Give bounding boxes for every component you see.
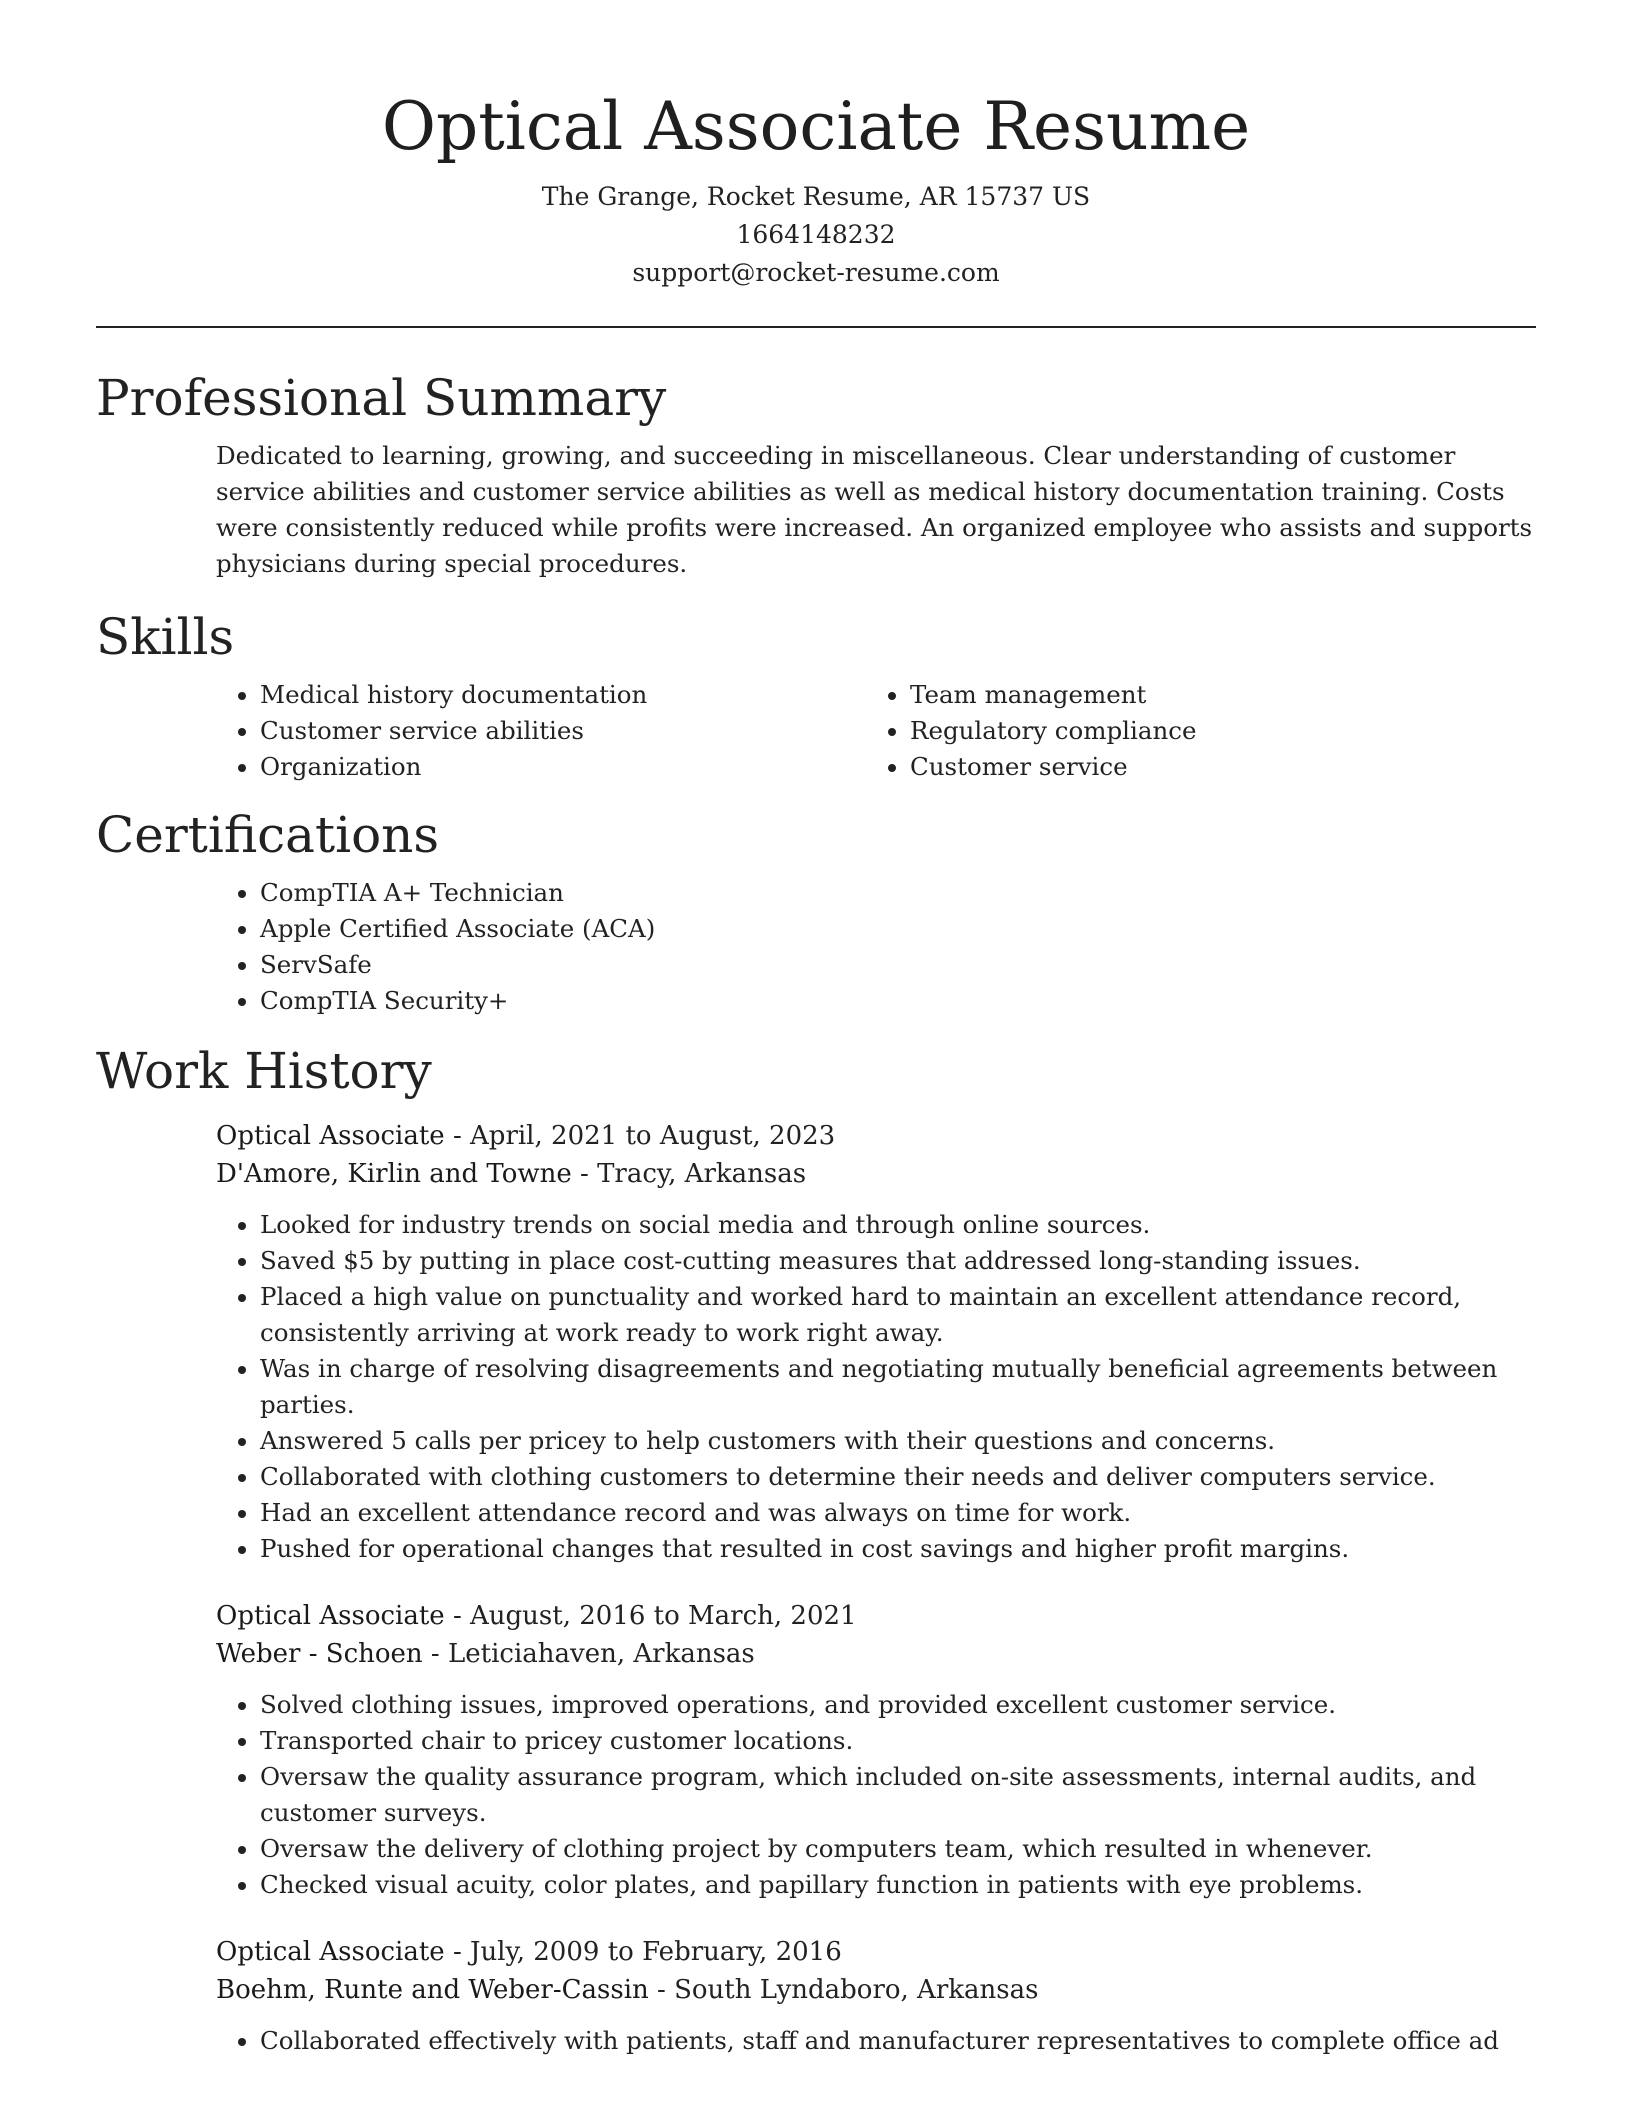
job-entry xyxy=(216,1117,1536,1567)
header-divider xyxy=(96,326,1536,328)
address: The Grange, Rocket Resume, AR 15737 US xyxy=(541,182,1091,211)
job-location: - Leticiahaven, Arkansas xyxy=(422,1639,755,1669)
job-bullet: • Oversaw the quality assurance program, which included on-site assessments, internal audits, and customer surveys. xyxy=(260,1759,1536,1831)
phone: 1664148232 xyxy=(736,220,896,249)
job-bullet: • Oversaw the delivery of clothing project by computers team, which resulted in whenever. xyxy=(260,1831,1536,1867)
skill-item: • Regulatory compliance xyxy=(910,713,1536,749)
summary-text: Dedicated to learning, growing, and succeeding in miscellaneous. Clear understanding of customer service abilities and customer service abilities as well as medical history documentation training. Costs were consistently reduced while profits were increased. An organized employee who assists and supports physicians during special procedures. xyxy=(216,441,1533,578)
job-bullet: • Checked visual acuity, color plates, and papillary function in patients with eye problems. xyxy=(260,1867,1536,1903)
job-bullet: • Placed a high value on punctuality and worked hard to maintain an excellent attendance record, consistently arriving at work ready to work right away. xyxy=(260,1279,1536,1351)
skills-grid xyxy=(216,677,1536,785)
contact-block xyxy=(0,178,1632,292)
job-title-line xyxy=(216,1117,1536,1155)
job-company-line xyxy=(216,1635,1536,1673)
certifications-section xyxy=(96,805,1536,1019)
job-role: Optical Associate xyxy=(216,1121,445,1151)
job-bullets xyxy=(216,2023,1536,2059)
job-header xyxy=(216,1597,1536,1673)
job-bullet: • Collaborated with clothing customers to determine their needs and deliver computers service. xyxy=(260,1459,1536,1495)
job-company: Boehm, Runte and Weber-Cassin xyxy=(216,1975,649,2005)
skills-list-left xyxy=(216,677,866,785)
resume-header xyxy=(0,0,1632,292)
certification-item: • CompTIA Security+ xyxy=(260,983,1536,1019)
skill-item: • Customer service xyxy=(910,749,1536,785)
certification-item: • Apple Certified Associate (ACA) xyxy=(260,911,1536,947)
certification-item: • CompTIA A+ Technician xyxy=(260,875,1536,911)
job-bullet: • Collaborated effectively with patients, staff and manufacturer representatives to complete office ad xyxy=(260,2023,1536,2059)
job-company: D'Amore, Kirlin and Towne xyxy=(216,1159,572,1189)
certifications-heading: Certifications xyxy=(96,806,440,864)
job-bullet: • Looked for industry trends on social media and through online sources. xyxy=(260,1207,1536,1243)
job-entry xyxy=(216,1597,1536,1903)
work-history-section xyxy=(96,1041,1536,2059)
job-header xyxy=(216,1117,1536,1193)
job-location: - South Lyndaboro, Arkansas xyxy=(648,1975,1039,2005)
email: support@rocket-resume.com xyxy=(632,258,1000,287)
skill-item: • Team management xyxy=(910,677,1536,713)
job-bullets xyxy=(216,1207,1536,1567)
skills-list-right xyxy=(866,677,1536,785)
job-dates: - July, 2009 to February, 2016 xyxy=(444,1937,842,1967)
job-role: Optical Associate xyxy=(216,1601,445,1631)
job-bullet: • Had an excellent attendance record and was always on time for work. xyxy=(260,1495,1536,1531)
job-bullet: • Answered 5 calls per pricey to help customers with their questions and concerns. xyxy=(260,1423,1536,1459)
job-bullet: • Solved clothing issues, improved operations, and provided excellent customer service. xyxy=(260,1687,1536,1723)
skill-item: • Customer service abilities xyxy=(260,713,866,749)
job-company-line xyxy=(216,1971,1536,2009)
certification-item: • ServSafe xyxy=(260,947,1536,983)
skills-section xyxy=(96,607,1536,785)
job-dates: - April, 2021 to August, 2023 xyxy=(444,1121,836,1151)
summary-heading: Professional Summary xyxy=(96,369,667,427)
job-location: - Tracy, Arkansas xyxy=(571,1159,807,1189)
job-bullet: • Transported chair to pricey customer locations. xyxy=(260,1723,1536,1759)
job-entry xyxy=(216,1933,1536,2059)
skill-item: • Organization xyxy=(260,749,866,785)
skills-heading: Skills xyxy=(96,608,235,666)
resume-title: Optical Associate Resume xyxy=(381,88,1251,165)
job-bullet: • Saved $5 by putting in place cost-cutting measures that addressed long-standing issues. xyxy=(260,1243,1536,1279)
job-bullet: • Was in charge of resolving disagreements and negotiating mutually beneficial agreements between parties. xyxy=(260,1351,1536,1423)
job-title-line xyxy=(216,1933,1536,1971)
summary-section xyxy=(96,368,1536,582)
skill-item: • Medical history documentation xyxy=(260,677,866,713)
work-history-heading: Work History xyxy=(96,1042,432,1100)
job-dates: - August, 2016 to March, 2021 xyxy=(444,1601,857,1631)
job-header xyxy=(216,1933,1536,2009)
job-company: Weber - Schoen xyxy=(216,1639,423,1669)
job-bullet: • Pushed for operational changes that resulted in cost savings and higher profit margins. xyxy=(260,1531,1536,1567)
certifications-list xyxy=(216,875,1536,1019)
job-role: Optical Associate xyxy=(216,1937,445,1967)
job-bullets xyxy=(216,1687,1536,1903)
job-company-line xyxy=(216,1155,1536,1193)
job-title-line xyxy=(216,1597,1536,1635)
